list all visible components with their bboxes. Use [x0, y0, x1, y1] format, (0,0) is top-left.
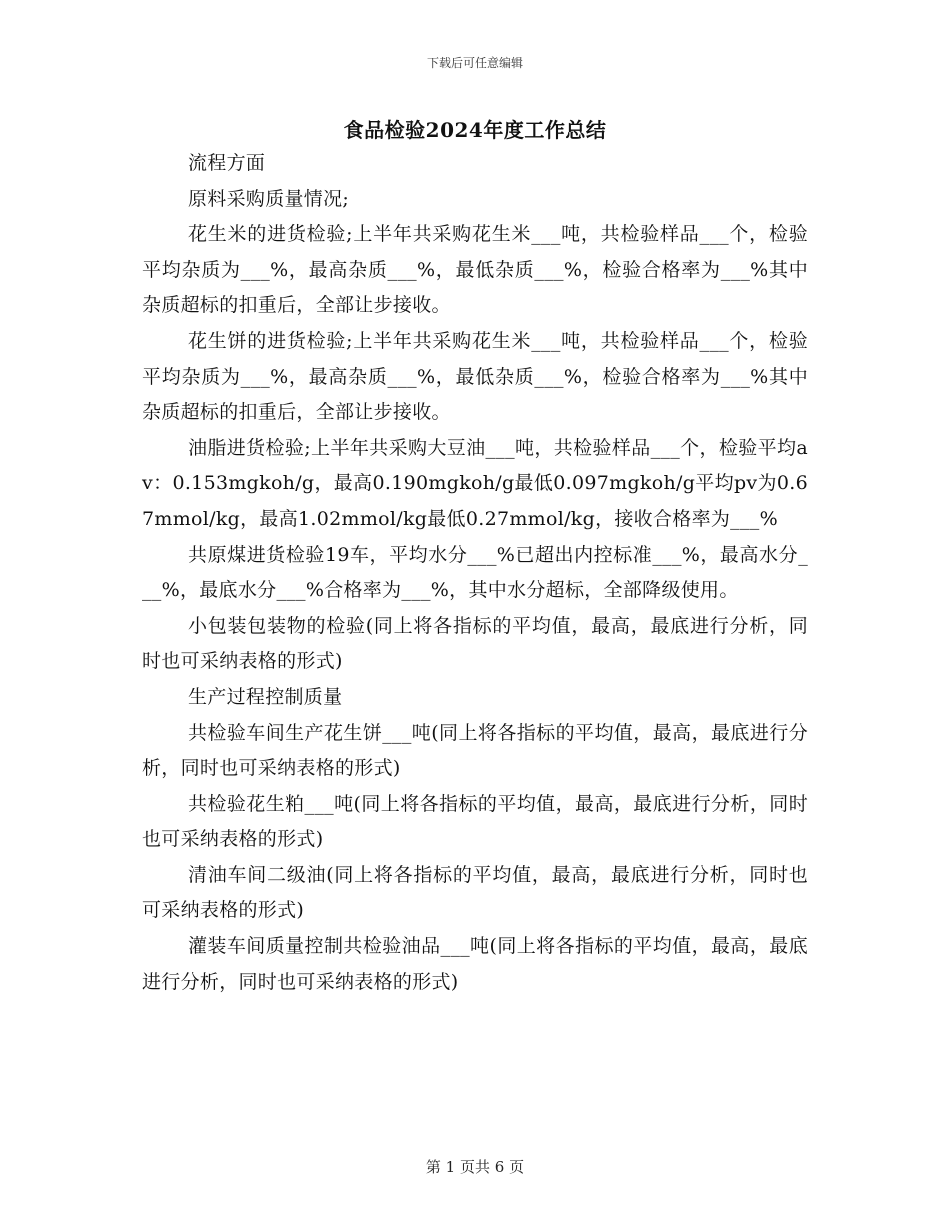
- paragraph-refining-workshop: 清油车间二级油(同上将各指标的平均值，最高，最底进行分析，同时也可采纳表格的形式): [142, 863, 808, 922]
- paragraph-process-heading: 流程方面: [188, 152, 266, 174]
- paragraph-raw-material-heading: 原料采购质量情况;: [188, 187, 350, 210]
- page-number-footer: 第 1 页共 6 页: [425, 1158, 525, 1176]
- page-header-note: 下载后可任意编辑: [426, 56, 523, 70]
- document-title: 食品检验2024年度工作总结: [343, 118, 607, 142]
- paragraph-oil-inspection: 油脂进货检验;上半年共采购大豆油___吨，共检验样品___个，检验平均av：0.153mgkoh/g，最高0.190mgkoh/g最低0.097mgkoh/g平均pv为0.67mmol/kg，最高1.02mmol/kg最低0.27mmol/kg，接收合格率为___%: [142, 436, 808, 530]
- paragraph-packaging-inspection: 小包装包装物的检验(同上将各指标的平均值，最高，最底进行分析，同时也可采纳表格的形式): [142, 614, 808, 673]
- document-body: [142, 146, 808, 1000]
- paragraph-peanut-meal-inspection: 共检验花生粕___吨(同上将各指标的平均值，最高，最底进行分析，同时也可采纳表格的形式): [142, 792, 808, 851]
- paragraph-peanut-kernel-inspection: 花生米的进货检验;上半年共采购花生米___吨，共检验样品___个，检验平均杂质为___%，最高杂质___%，最低杂质___%，检验合格率为___%其中杂质超标的扣重后，全部让步接收。: [142, 223, 808, 317]
- paragraph-peanut-cake-production: 共检验车间生产花生饼___吨(同上将各指标的平均值，最高，最底进行分析，同时也可采纳表格的形式): [142, 721, 808, 780]
- paragraph-filling-workshop: 灌装车间质量控制共检验油品___吨(同上将各指标的平均值，最高，最底进行分析，同时也可采纳表格的形式): [142, 935, 808, 993]
- paragraph-peanut-cake-inspection: 花生饼的进货检验;上半年共采购花生米___吨，共检验样品___个，检验平均杂质为___%，最高杂质___%，最低杂质___%，检验合格率为___%其中杂质超标的扣重后，全部让步接收。: [142, 329, 808, 424]
- paragraph-coal-inspection: 共原煤进货检验19车，平均水分___%已超出内控标准___%，最高水分___%，最底水分___%合格率为___%，其中水分超标，全部降级使用。: [142, 543, 808, 602]
- paragraph-production-control-heading: 生产过程控制质量: [188, 685, 343, 708]
